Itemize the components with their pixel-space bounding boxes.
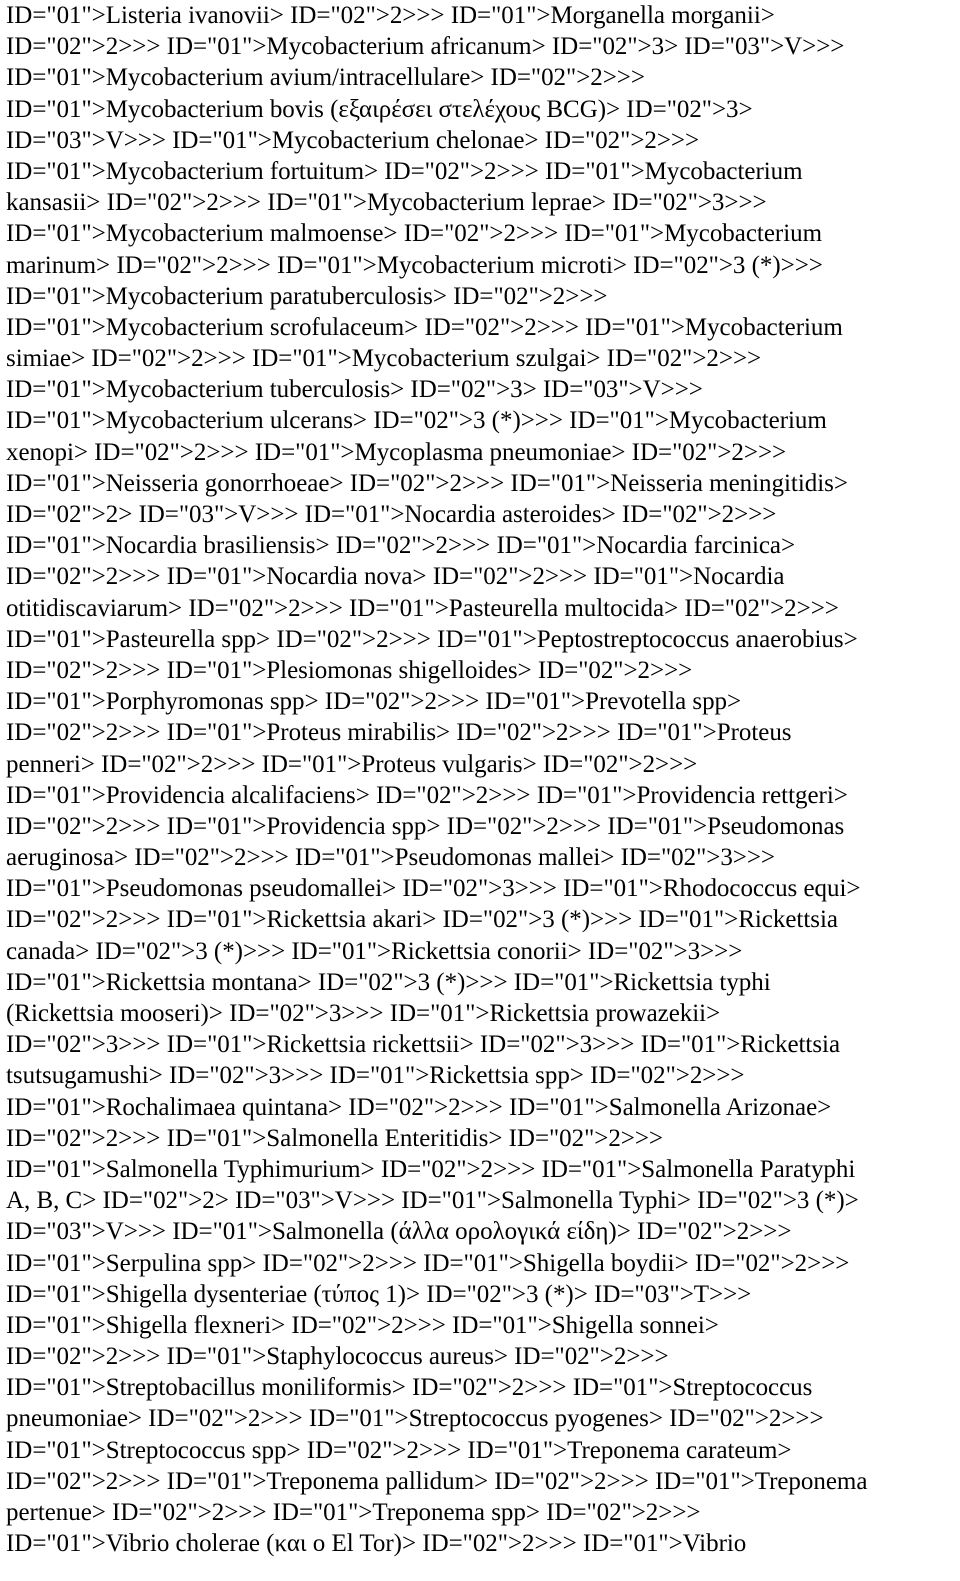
- text-line: otitidiscaviarum> ID="02">2>>> ID="01">Pasteurella multocida> ID="02">2>>>: [6, 594, 839, 622]
- text-line: ID="01">Shigella flexneri> ID="02">2>>> ID="01">Shigella sonnei>: [6, 1311, 719, 1339]
- text-line: ID="02">2>>> ID="01">Providencia spp> ID="02">2>>> ID="01">Pseudomonas: [6, 812, 845, 840]
- text-line: ID="01">Mycobacterium tuberculosis> ID="02">3> ID="03">V>>>: [6, 376, 703, 404]
- text-line: ID="01">Mycobacterium malmoense> ID="02">2>>> ID="01">Mycobacterium: [6, 220, 822, 248]
- text-line: ID="02">3>>> ID="01">Rickettsia rickettsii> ID="02">3>>> ID="01">Rickettsia: [6, 1031, 841, 1059]
- text-line: ID="01">Mycobacterium bovis (εξαιρέσει στελέχους BCG)> ID="02">3>: [6, 95, 753, 123]
- text-line: ID="01">Mycobacterium scrofulaceum> ID="02">2>>> ID="01">Mycobacterium: [6, 313, 843, 341]
- text-line: simiae> ID="02">2>>> ID="01">Mycobacterium szulgai> ID="02">2>>>: [6, 345, 762, 373]
- text-line: ID="01">Providencia alcalifaciens> ID="02">2>>> ID="01">Providencia rettgeri>: [6, 781, 848, 809]
- document-text-block: [6, 0, 954, 1559]
- text-line: xenopi> ID="02">2>>> ID="01">Mycoplasma pneumoniae> ID="02">2>>>: [6, 438, 787, 466]
- text-line: ID="01">Nocardia brasiliensis> ID="02">2>>> ID="01">Nocardia farcinica>: [6, 532, 796, 560]
- text-line: ID="01">Neisseria gonorrhoeae> ID="02">2>>> ID="01">Neisseria meningitidis>: [6, 469, 848, 497]
- text-line: marinum> ID="02">2>>> ID="01">Mycobacterium microti> ID="02">3 (*)>>>: [6, 251, 823, 279]
- text-line: ID="01">Listeria ivanovii> ID="02">2>>> ID="01">Morganella morganii>: [6, 2, 775, 29]
- text-line: ID="01">Pseudomonas pseudomallei> ID="02">3>>> ID="01">Rhodococcus equi>: [6, 875, 861, 903]
- text-line: aeruginosa> ID="02">2>>> ID="01">Pseudomonas mallei> ID="02">3>>>: [6, 844, 775, 872]
- text-line: penneri> ID="02">2>>> ID="01">Proteus vulgaris> ID="02">2>>>: [6, 750, 698, 778]
- text-line: ID="02">2>>> ID="01">Staphylococcus aureus> ID="02">2>>>: [6, 1343, 669, 1371]
- text-line: ID="02">2>>> ID="01">Rickettsia akari> ID="02">3 (*)>>> ID="01">Rickettsia: [6, 906, 838, 934]
- text-line: kansasii> ID="02">2>>> ID="01">Mycobacterium leprae> ID="02">3>>>: [6, 189, 767, 217]
- text-line: ID="02">2>>> ID="01">Treponema pallidum> ID="02">2>>> ID="01">Treponema: [6, 1467, 868, 1495]
- text-line: ID="02">2>>> ID="01">Salmonella Enteritidis> ID="02">2>>>: [6, 1124, 663, 1152]
- text-line: pertenue> ID="02">2>>> ID="01">Treponema spp> ID="02">2>>>: [6, 1499, 701, 1526]
- text-line: ID="01">Pasteurella spp> ID="02">2>>> ID="01">Peptostreptococcus anaerobius>: [6, 625, 858, 653]
- text-line: ID="01">Mycobacterium avium/intracellulare> ID="02">2>>>: [6, 64, 645, 92]
- text-line: tsutsugamushi> ID="02">3>>> ID="01">Rickettsia spp> ID="02">2>>>: [6, 1062, 745, 1090]
- text-line: ID="01">Streptococcus spp> ID="02">2>>> ID="01">Treponema carateum>: [6, 1436, 792, 1464]
- text-line: ID="02">2>>> ID="01">Proteus mirabilis> ID="02">2>>> ID="01">Proteus: [6, 719, 792, 747]
- text-line: ID="01">Porphyromonas spp> ID="02">2>>> ID="01">Prevotella spp>: [6, 688, 742, 716]
- text-line: ID="01">Streptobacillus moniliformis> ID="02">2>>> ID="01">Streptococcus: [6, 1374, 813, 1402]
- text-line: canada> ID="02">3 (*)>>> ID="01">Rickettsia conorii> ID="02">3>>>: [6, 937, 743, 965]
- text-line: ID="01">Mycobacterium ulcerans> ID="02">3 (*)>>> ID="01">Mycobacterium: [6, 407, 827, 435]
- text-line: ID="02">2>>> ID="01">Mycobacterium africanum> ID="02">3> ID="03">V>>>: [6, 33, 845, 61]
- text-line: ID="02">2>>> ID="01">Plesiomonas shigelloides> ID="02">2>>>: [6, 656, 693, 684]
- text-line: pneumoniae> ID="02">2>>> ID="01">Streptococcus pyogenes> ID="02">2>>>: [6, 1405, 824, 1433]
- text-line: (Rickettsia mooseri)> ID="02">3>>> ID="01">Rickettsia prowazekii>: [6, 1000, 721, 1027]
- text-line: ID="01">Shigella dysenteriae (τύπος 1)> ID="02">3 (*)> ID="03">T>>>: [6, 1280, 752, 1308]
- text-line: ID="01">Rochalimaea quintana> ID="02">2>>> ID="01">Salmonella Arizonae>: [6, 1093, 832, 1121]
- text-line: A, B, C> ID="02">2> ID="03">V>>> ID="01">Salmonella Typhi> ID="02">3 (*)>: [6, 1187, 859, 1215]
- text-line: ID="01">Serpulina spp> ID="02">2>>> ID="01">Shigella boydii> ID="02">2>>>: [6, 1249, 850, 1277]
- text-line: ID="02">2> ID="03">V>>> ID="01">Nocardia asteroides> ID="02">2>>>: [6, 501, 777, 528]
- text-line: ID="01">Mycobacterium paratuberculosis> ID="02">2>>>: [6, 282, 608, 310]
- text-line: ID="01">Salmonella Typhimurium> ID="02">2>>> ID="01">Salmonella Paratyphi: [6, 1155, 856, 1183]
- text-line: ID="03">V>>> ID="01">Salmonella (άλλα ορολογικά είδη)> ID="02">2>>>: [6, 1218, 792, 1246]
- text-line: ID="03">V>>> ID="01">Mycobacterium chelonae> ID="02">2>>>: [6, 126, 700, 154]
- text-line: ID="01">Vibrio cholerae (και ο El Tor)> ID="02">2>>> ID="01">Vibrio: [6, 1530, 747, 1558]
- text-line: ID="02">2>>> ID="01">Nocardia nova> ID="02">2>>> ID="01">Nocardia: [6, 563, 785, 591]
- text-line: ID="01">Rickettsia montana> ID="02">3 (*)>>> ID="01">Rickettsia typhi: [6, 968, 771, 996]
- text-line: ID="01">Mycobacterium fortuitum> ID="02">2>>> ID="01">Mycobacterium: [6, 157, 803, 185]
